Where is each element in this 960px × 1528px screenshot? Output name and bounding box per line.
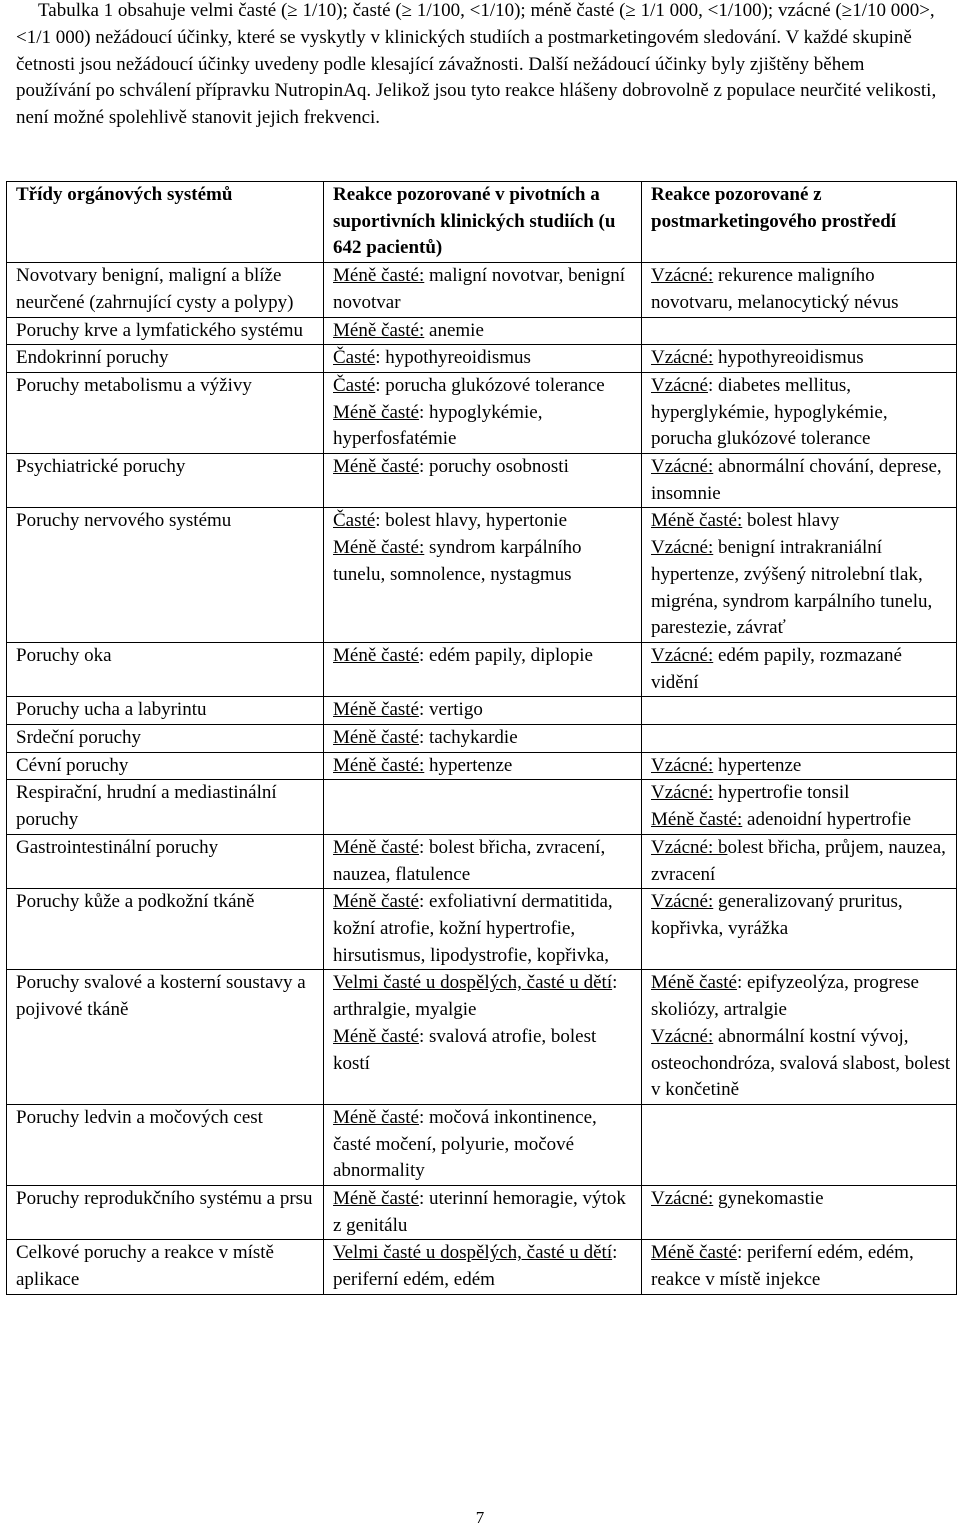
frequency-label: Méně časté:: [333, 265, 425, 287]
post-cell: [642, 317, 957, 345]
table-row: [7, 317, 957, 345]
reaction-text: : epifyzeolýza, progrese skoliózy, artralgie: [651, 972, 919, 1021]
soc-cell: Gastrointestinální poruchy: [7, 834, 324, 888]
reaction-text: : bolest břicha, zvracení, nauzea, flatulence: [333, 836, 606, 885]
soc-cell: Poruchy metabolismu a výživy: [7, 372, 324, 453]
frequency-label: Velmi časté u dospělých, časté u dětí: [333, 972, 613, 994]
post-entry: [651, 1240, 952, 1293]
reaction-text: : arthralgie, myalgie: [333, 972, 618, 1021]
soc-cell: Poruchy kůže a podkožní tkáně: [7, 889, 324, 970]
header-soc: Třídy orgánových systémů: [7, 182, 324, 263]
post-cell: [642, 697, 957, 725]
clinical-entry: [333, 697, 637, 724]
post-cell: [642, 780, 957, 834]
frequency-label: Méně časté:: [333, 319, 425, 341]
reaction-text: : hypothyreoidismus: [375, 347, 531, 369]
clinical-entry: [333, 263, 637, 316]
clinical-cell: [324, 834, 642, 888]
clinical-cell: [324, 263, 642, 317]
post-entry: [651, 889, 952, 942]
reaction-text: bolest hlavy: [742, 510, 840, 532]
table-body: [7, 263, 957, 1295]
table-row: [7, 454, 957, 508]
clinical-entry: [333, 454, 637, 481]
post-entry: [651, 753, 952, 780]
post-entry: [651, 807, 952, 834]
reaction-text: : exfoliativní dermatitida, kožní atrofie, kožní hypertrofie, hirsutismus, lipodystrofie, kopřivka,: [333, 891, 613, 966]
post-cell: [642, 1186, 957, 1240]
table-row: [7, 1186, 957, 1240]
post-entry: [651, 835, 952, 888]
post-cell: [642, 642, 957, 696]
frequency-label: Vzácné: [651, 374, 708, 396]
post-cell: [642, 752, 957, 780]
clinical-cell: [324, 889, 642, 970]
table-row: [7, 372, 957, 453]
reaction-text: : bolest hlavy, hypertonie: [375, 510, 568, 532]
reaction-text: abnormální chování, deprese, insomnie: [651, 456, 942, 504]
clinical-entry: [333, 643, 637, 670]
post-cell: [642, 345, 957, 373]
clinical-cell: [324, 317, 642, 345]
soc-cell: Cévní poruchy: [7, 752, 324, 780]
table-row: [7, 889, 957, 970]
frequency-label: Vzácné:: [651, 891, 714, 913]
reaction-text: : poruchy osobnosti: [418, 456, 569, 478]
clinical-entry: [333, 970, 637, 1023]
clinical-entry: [333, 400, 637, 453]
reaction-text: hypothyreoidismus: [713, 347, 864, 369]
reaction-text: : porucha glukózové tolerance: [375, 374, 605, 396]
reaction-text: : edém papily, diplopie: [418, 644, 593, 666]
soc-cell: Psychiatrické poruchy: [7, 454, 324, 508]
soc-cell: Celkové poruchy a reakce v místě aplikace: [7, 1240, 324, 1294]
frequency-label: Vzácné: b: [651, 836, 728, 858]
table-row: [7, 780, 957, 834]
reaction-text: maligní novotvar, benigní novotvar: [333, 265, 626, 313]
post-cell: [642, 889, 957, 970]
post-entry: [651, 508, 952, 535]
reaction-text: : vertigo: [418, 699, 483, 721]
frequency-label: Méně časté: [333, 1106, 419, 1128]
reaction-text: generalizovaný pruritus, kopřivka, vyrážka: [651, 891, 903, 939]
post-cell: [642, 508, 957, 643]
reaction-text: olest břicha, průjem, nauzea, zvracení: [651, 836, 946, 885]
clinical-cell: [324, 1186, 642, 1240]
soc-cell: Endokrinní poruchy: [7, 345, 324, 373]
frequency-label: Méně časté: [333, 836, 419, 858]
reaction-text: abnormální kostní vývoj, osteochondróza, svalová slabost, bolest v končetině: [651, 1025, 951, 1101]
clinical-entry: [333, 318, 637, 345]
post-cell: [642, 725, 957, 753]
clinical-entry: [333, 508, 637, 535]
frequency-label: Časté: [333, 347, 376, 369]
table-row: [7, 508, 957, 643]
reaction-text: gynekomastie: [713, 1188, 824, 1210]
post-cell: [642, 454, 957, 508]
reaction-text: anemie: [424, 319, 484, 341]
clinical-cell: [324, 725, 642, 753]
frequency-label: Méně časté:: [333, 537, 425, 559]
table-row: [7, 642, 957, 696]
frequency-label: Časté: [333, 374, 376, 396]
reaction-text: rekurence maligního novotvaru, melanocytický névus: [651, 265, 899, 313]
frequency-label: Časté: [333, 510, 376, 532]
frequency-label: Vzácné:: [651, 265, 714, 287]
table-header-row: [7, 182, 957, 263]
clinical-entry: [333, 1240, 637, 1293]
header-clinical: Reakce pozorované v pivotních a suportivních klinických studiích (u 642 pacientů): [324, 182, 642, 263]
clinical-entry: [333, 889, 637, 969]
clinical-cell: [324, 454, 642, 508]
post-entry: [651, 263, 952, 316]
post-cell: [642, 1104, 957, 1185]
reaction-text: edém papily, rozmazané vidění: [651, 644, 902, 693]
clinical-cell: [324, 345, 642, 373]
clinical-entry: [333, 835, 637, 888]
intro-paragraph: [16, 0, 944, 132]
clinical-cell: [324, 372, 642, 453]
clinical-entry: [333, 373, 637, 400]
clinical-cell: [324, 780, 642, 834]
clinical-cell: [324, 1240, 642, 1294]
table-row: [7, 345, 957, 373]
clinical-cell: [324, 642, 642, 696]
post-entry: [651, 1024, 952, 1104]
table-row: [7, 697, 957, 725]
soc-cell: Poruchy oka: [7, 642, 324, 696]
clinical-entry: [333, 1024, 637, 1077]
clinical-cell: [324, 508, 642, 643]
clinical-entry: [333, 753, 637, 780]
post-cell: [642, 970, 957, 1105]
page-number: 7: [475, 1508, 485, 1527]
post-entry: [651, 1186, 952, 1213]
frequency-label: Vzácné:: [651, 456, 714, 478]
reaction-text: syndrom karpálního tunelu, somnolence, nystagmus: [333, 537, 582, 585]
soc-cell: Poruchy nervového systému: [7, 508, 324, 643]
frequency-label: Méně časté:: [651, 809, 743, 831]
frequency-label: Méně časté: [333, 727, 419, 749]
reaction-text: : periferní edém, edém: [333, 1242, 618, 1291]
reaction-text: adenoidní hypertrofie: [742, 809, 912, 831]
frequency-label: Vzácné:: [651, 754, 714, 776]
frequency-label: Méně časté: [333, 1025, 419, 1047]
soc-cell: Poruchy krve a lymfatického systému: [7, 317, 324, 345]
reaction-text: : uterinní hemoragie, výtok z genitálu: [333, 1188, 626, 1236]
frequency-label: Méně časté: [333, 644, 419, 666]
post-entry: [651, 643, 952, 696]
frequency-label: Velmi časté u dospělých, časté u dětí: [333, 1242, 613, 1264]
reaction-text: : periferní edém, edém, reakce v místě injekce: [651, 1242, 914, 1291]
reaction-text: : diabetes mellitus, hyperglykémie, hypoglykémie, porucha glukózové tolerance: [651, 374, 888, 450]
clinical-entry: [333, 1186, 637, 1239]
frequency-label: Vzácné:: [651, 782, 714, 804]
clinical-entry: [333, 725, 637, 752]
frequency-label: Vzácné:: [651, 1025, 714, 1047]
frequency-label: Méně časté: [333, 891, 419, 913]
clinical-cell: [324, 752, 642, 780]
table-row: [7, 752, 957, 780]
soc-cell: Poruchy reprodukčního systému a prsu: [7, 1186, 324, 1240]
clinical-entry: [333, 345, 637, 372]
reaction-text: : močová inkontinence, časté močení, polyurie, močové abnormality: [333, 1106, 597, 1182]
table-row: [7, 725, 957, 753]
table-row: [7, 834, 957, 888]
frequency-label: Méně časté: [333, 456, 419, 478]
clinical-cell: [324, 697, 642, 725]
clinical-entry: [333, 1105, 637, 1185]
post-entry: [651, 535, 952, 642]
reaction-text: benigní intrakraniální hypertenze, zvýšený nitrolební tlak, migréna, syndrom karpálního tunelu, parestezie, závrať: [651, 537, 933, 639]
frequency-label: Vzácné:: [651, 347, 714, 369]
soc-cell: Novotvary benigní, maligní a blíže neurčené (zahrnující cysty a polypy): [7, 263, 324, 317]
frequency-label: Vzácné:: [651, 537, 714, 559]
post-entry: [651, 454, 952, 507]
reaction-text: : hypoglykémie, hyperfosfatémie: [333, 401, 543, 450]
post-entry: [651, 780, 952, 807]
reaction-text: : tachykardie: [418, 727, 518, 749]
frequency-label: Méně časté: [651, 1242, 737, 1264]
soc-cell: Poruchy ucha a labyrintu: [7, 697, 324, 725]
post-cell: [642, 263, 957, 317]
frequency-label: Méně časté: [651, 972, 737, 994]
frequency-label: Méně časté: [333, 1188, 419, 1210]
intro-text: Tabulka 1 obsahuje velmi časté (≥ 1/10); časté (≥ 1/100, <1/10); méně časté (≥ 1/1 000, <1/100); vzácné (≥1/10 000>, <1/1 000) nežádoucí účinky, které se vyskytly v klinických studiích a postmarketingovém sledování. V každé skupině četnosti jsou nežádoucí účinky uvedeny podle klesající závažnosti. Další nežádoucí účinky byly zjištěny během používání po schválení přípravku NutropinAq. Jelikož jsou tyto reakce hlášeny dobrovolně z populace neurčité velikosti, není možné spolehlivě stanovit jejich frekvenci.: [16, 0, 937, 129]
clinical-entry: [333, 535, 637, 588]
table-row: [7, 1240, 957, 1294]
frequency-label: Méně časté:: [333, 754, 425, 776]
frequency-label: Méně časté:: [651, 510, 743, 532]
soc-cell: Srdeční poruchy: [7, 725, 324, 753]
frequency-label: Vzácné:: [651, 1188, 714, 1210]
post-cell: [642, 834, 957, 888]
reaction-text: hypertenze: [424, 754, 513, 776]
table-row: [7, 970, 957, 1105]
table-row: [7, 263, 957, 317]
post-entry: [651, 345, 952, 372]
reaction-text: hypertrofie tonsil: [713, 782, 850, 804]
frequency-label: Méně časté: [333, 699, 419, 721]
post-cell: [642, 1240, 957, 1294]
reaction-text: hypertenze: [713, 754, 802, 776]
clinical-cell: [324, 970, 642, 1105]
adverse-reactions-table: [6, 181, 957, 1295]
post-cell: [642, 372, 957, 453]
header-post: Reakce pozorované z postmarketingového prostředí: [642, 182, 957, 263]
soc-cell: Respirační, hrudní a mediastinální poruchy: [7, 780, 324, 834]
reaction-text: : svalová atrofie, bolest kostí: [333, 1025, 597, 1074]
frequency-label: Méně časté: [333, 401, 419, 423]
frequency-label: Vzácné:: [651, 644, 714, 666]
table-row: [7, 1104, 957, 1185]
clinical-cell: [324, 1104, 642, 1185]
post-entry: [651, 373, 952, 453]
post-entry: [651, 970, 952, 1023]
soc-cell: Poruchy ledvin a močových cest: [7, 1104, 324, 1185]
soc-cell: Poruchy svalové a kosterní soustavy a pojivové tkáně: [7, 970, 324, 1105]
